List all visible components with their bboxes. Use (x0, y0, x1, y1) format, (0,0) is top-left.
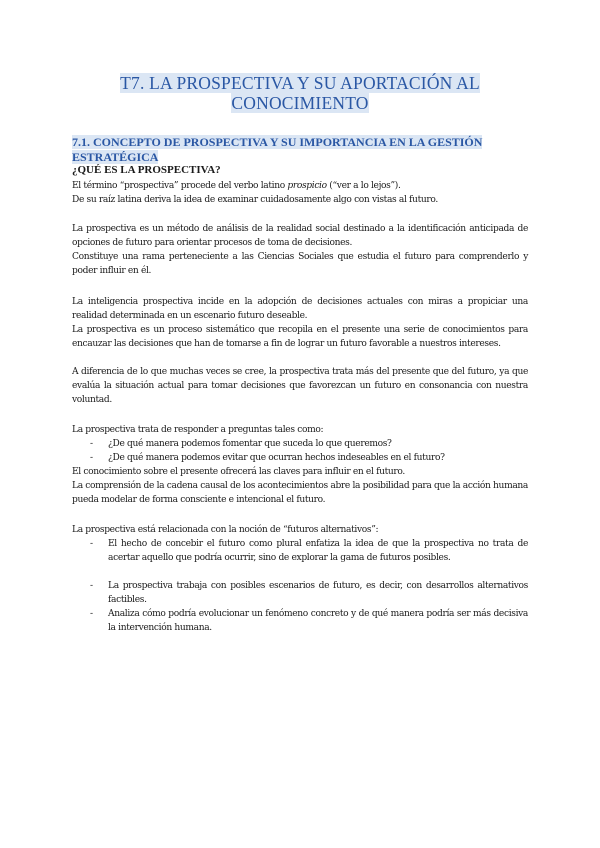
section-heading (72, 135, 532, 164)
page-title (72, 73, 528, 113)
paragraph-latin-root: De su raíz latina deriva la idea de examinar cuidadosamente algo con vistas al futuro. (72, 195, 438, 205)
title-line-2: CONOCIMIENTO (231, 93, 369, 113)
etymology-text-a: El término “prospectiva” procede del verbo latino (72, 181, 288, 191)
section-heading-line-2: ESTRATÉGICA (72, 149, 159, 164)
section-heading-line-1: 7.1. CONCEPTO DE PROSPECTIVA Y SU IMPORTANCIA EN LA GESTIÓN (72, 135, 483, 149)
list-item-question-1 (0, 438, 600, 452)
bullet-dash: - (90, 609, 93, 619)
title-line-1: T7. LA PROSPECTIVA Y SU APORTACIÓN AL (120, 73, 480, 93)
bullet-dash: - (90, 539, 93, 549)
list-item-question-2 (0, 452, 600, 466)
etymology-latin-word: prospicio (287, 181, 327, 191)
paragraph-method: La prospectiva es un método de análisis de la realidad social destinado a la identificación anticipada de opciones de futuro para orientar procesos de toma de decisiones. (72, 224, 528, 248)
paragraph-alternative-futures: La prospectiva está relacionada con la noción de “futuros alternativos”: (72, 525, 379, 535)
paragraph-causal-chain: La comprensión de la cadena causal de los acontecimientos abre la posibilidad para que la acción humana pueda modelar de forma consciente e intencional el futuro. (72, 481, 528, 505)
etymology-text-b: (“ver a lo lejos”). (326, 181, 401, 191)
paragraph-intelligence: La inteligencia prospectiva incide en la adopción de decisiones actuales con miras a propiciar una realidad determinada en un escenario futuro deseable. (72, 297, 528, 321)
paragraph-etymology (72, 180, 528, 194)
paragraph-present: A diferencia de lo que muchas veces se cree, la prospectiva trata más del presente que del futuro, ya que evalúa la situación actual para tomar decisiones que favorezcan un futuro en consonancia con nuestra voluntad. (72, 367, 528, 405)
question-2-text: ¿De qué manera podemos evitar que ocurran hechos indeseables en el futuro? (108, 453, 445, 463)
subheading: ¿QUÉ ES LA PROSPECTIVA? (72, 164, 221, 176)
list-item-human-intervention (0, 608, 600, 636)
list-item-plural-future (0, 538, 600, 580)
question-1-text: ¿De qué manera podemos fomentar que suceda lo que queremos? (108, 439, 392, 449)
paragraph-process: La prospectiva es un proceso sistemático que recopila en el presente una serie de conocimientos para encauzar las decisiones que han de tomarse a fin de lograr un futuro favorable a nuestros intereses. (72, 325, 528, 349)
plural-future-text: El hecho de concebir el futuro como plural enfatiza la idea de que la prospectiva no trata de acertar aquello que podría ocurrir, sino de explorar la gama de futuros posibles. (108, 539, 528, 563)
list-item-scenarios (0, 580, 600, 608)
bullet-dash: - (90, 453, 93, 463)
bullet-dash: - (90, 581, 93, 591)
paragraph-social-sciences: Constituye una rama perteneciente a las Ciencias Sociales que estudia el futuro para comprenderlo y poder influir en él. (72, 252, 528, 276)
paragraph-questions-intro: La prospectiva trata de responder a preguntas tales como: (72, 425, 324, 435)
human-intervention-text: Analiza cómo podría evolucionar un fenómeno concreto y de qué manera podría ser más decisiva la intervención humana. (108, 609, 528, 633)
paragraph-knowledge: El conocimiento sobre el presente ofrecerá las claves para influir en el futuro. (72, 467, 405, 477)
bullet-dash: - (90, 439, 93, 449)
scenarios-text: La prospectiva trabaja con posibles escenarios de futuro, es decir, con desarrollos alternativos factibles. (108, 581, 528, 605)
